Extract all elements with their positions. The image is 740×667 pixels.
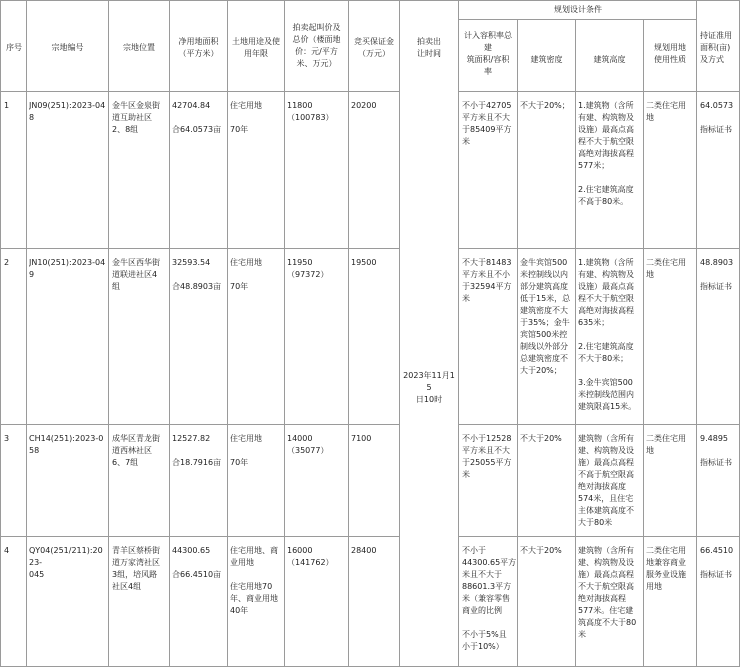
grid-line	[458, 19, 697, 20]
row-2-use: 住宅用地 70年	[230, 258, 262, 291]
row-1-far: 不小于42705 平方米且不大 于85409平方 米	[462, 101, 512, 146]
header-price: 拍卖起叫价及 总价（楼面地 价：元/平方 米、万元）	[292, 23, 341, 68]
auction-time-value: 2023年11月15 日10时	[403, 371, 455, 404]
grid-line	[399, 0, 400, 667]
row-3-location: 成华区青龙街 道西林社区 6、7组	[112, 434, 160, 467]
header-density: 建筑密度	[530, 55, 563, 64]
row-2-location: 金牛区西华街 道联进社区4 组	[112, 258, 160, 291]
row-2-area: 32593.54 合48.8903亩	[172, 258, 222, 291]
row-2-price: 11950 （97372）	[287, 258, 329, 279]
row-4-height: 建筑物（含所有 建、构筑物及设 施）最高点高程 不大于航空限高 绝对海拔高程 577米。住宅建 筑高度不大于80 米	[578, 546, 637, 639]
grid-line	[575, 19, 576, 667]
grid-line	[0, 0, 1, 667]
row-1-density: 不大于20%；	[520, 101, 570, 110]
row-4-indicator: 66.4510 指标证书	[700, 546, 734, 579]
row-3-far: 不小于12528 平方米且不大 于25055平方 米	[462, 434, 512, 479]
row-1-code: JN09(251):2023-048	[29, 101, 106, 122]
grid-line	[0, 248, 399, 249]
row-4-use: 住宅用地、商 业用地 住宅用地70 年、商业用地 40年	[230, 546, 278, 615]
row-2-deposit: 19500	[351, 258, 377, 267]
grid-line	[517, 19, 518, 667]
row-4-price: 16000 （141762）	[287, 546, 334, 567]
grid-line	[458, 91, 740, 92]
row-3-price: 14000 （35077）	[287, 434, 329, 455]
grid-line	[458, 248, 740, 249]
row-4-area: 44300.65 合66.4510亩	[172, 546, 222, 579]
row-2-indicator: 48.8903 指标证书	[700, 258, 734, 291]
grid-line	[458, 0, 459, 667]
header-use: 土地用途及使 用年限	[232, 37, 280, 58]
row-1-use: 住宅用地 70年	[230, 101, 262, 134]
row-1-price: 11800 （100783）	[287, 101, 334, 122]
row-4-seq: 4	[4, 546, 10, 555]
row-2-plan-use: 二类住宅用 地	[646, 258, 686, 279]
row-3-height: 建筑物（含所有 建、构筑物及设 施）最高点高程 不高于航空限高 绝对海拔高度 574米，且住宅 主体建筑高度不 大于80米	[578, 434, 634, 527]
header-far: 计入容积率总 建 筑面积/容积 率	[464, 31, 512, 76]
row-1-seq: 1	[4, 101, 10, 110]
row-4-deposit: 28400	[351, 546, 377, 555]
header-plan-use: 规划用地 使用性质	[654, 43, 686, 64]
row-1-area: 42704.84 合64.0573亩	[172, 101, 222, 134]
header-code: 宗地编号	[51, 43, 84, 52]
row-2-far: 不大于81483 平方米且不小 于32594平方 米	[462, 258, 512, 303]
header-height: 建筑高度	[593, 55, 626, 64]
header-seq: 序号	[6, 43, 22, 52]
header-auction-time: 拍卖出 让时间	[417, 37, 441, 58]
row-3-area: 12527.82 合18.7916亩	[172, 434, 222, 467]
row-3-seq: 3	[4, 434, 10, 443]
grid-line	[348, 0, 349, 667]
grid-line	[26, 0, 27, 667]
grid-line	[0, 536, 399, 537]
grid-line	[643, 19, 644, 667]
row-3-plan-use: 二类住宅用 地	[646, 434, 686, 455]
row-3-deposit: 7100	[351, 434, 372, 443]
row-4-far: 不小于 44300.65平方 米且不大于 88601.3平方 米（兼容零售 商业的比例 不小于5%且 小于10%）	[462, 546, 517, 651]
row-4-plan-use: 二类住宅用 地兼容商业 服务业设施 用地	[646, 546, 686, 591]
grid-line	[284, 0, 285, 667]
row-2-height: 1.建筑物（含所 有建、构筑物及 设施）最高点高 程不大于航空限 高绝对海拔高程 635米； 2.住宅建筑高度 不大于80米； 3.金牛宾馆500 米控制线范围内 建筑限高15米。	[578, 258, 637, 411]
grid-line	[0, 0, 740, 1]
grid-line	[458, 536, 740, 537]
row-3-use: 住宅用地 70年	[230, 434, 262, 467]
row-1-plan-use: 二类住宅用 地	[646, 101, 686, 122]
header-indicator: 持证准用 面积(亩) 及方式	[700, 31, 732, 64]
row-3-code: CH14(251):2023-058	[29, 434, 104, 455]
row-2-seq: 2	[4, 258, 10, 267]
row-2-density: 金牛宾馆500 米控制线以内 部分建筑高度 低于15米，总 建筑密度不大 于35%；金牛 宾馆500米控 制线以外部分 总建筑密度不 大于20%；	[520, 258, 571, 375]
grid-line	[227, 0, 228, 667]
row-4-code: QY04(251/211):2023- 045	[29, 546, 103, 579]
row-1-indicator: 64.0573 指标证书	[700, 101, 734, 134]
row-2-code: JN10(251):2023-049	[29, 258, 106, 279]
row-1-height: 1.建筑物（含所 有建、构筑物及 设施）最高点高 程不大于航空限 高绝对海拔高程 577米； 2.住宅建筑高度 不高于80米。	[578, 101, 634, 206]
row-3-density: 不大于20%	[520, 434, 562, 443]
row-4-density: 不大于20%	[520, 546, 562, 555]
grid-line	[169, 0, 170, 667]
grid-line	[458, 424, 740, 425]
grid-line	[0, 424, 399, 425]
grid-line	[108, 0, 109, 667]
grid-line	[0, 91, 399, 92]
grid-line	[696, 0, 697, 667]
header-plan-group: 规划设计条件	[554, 5, 602, 14]
header-location: 宗地位置	[123, 43, 155, 52]
header-area: 净用地面积 （平方米）	[178, 37, 219, 58]
row-3-indicator: 9.4895 指标证书	[700, 434, 732, 467]
row-1-location: 金牛区金泉街 道互助社区 2、8组	[112, 101, 160, 134]
row-1-deposit: 20200	[351, 101, 377, 110]
header-deposit: 竞买保证金 （万元）	[354, 37, 394, 58]
row-4-location: 青羊区蔡桥街 道万家湾社区 3组，培风路 社区4组	[112, 546, 160, 591]
